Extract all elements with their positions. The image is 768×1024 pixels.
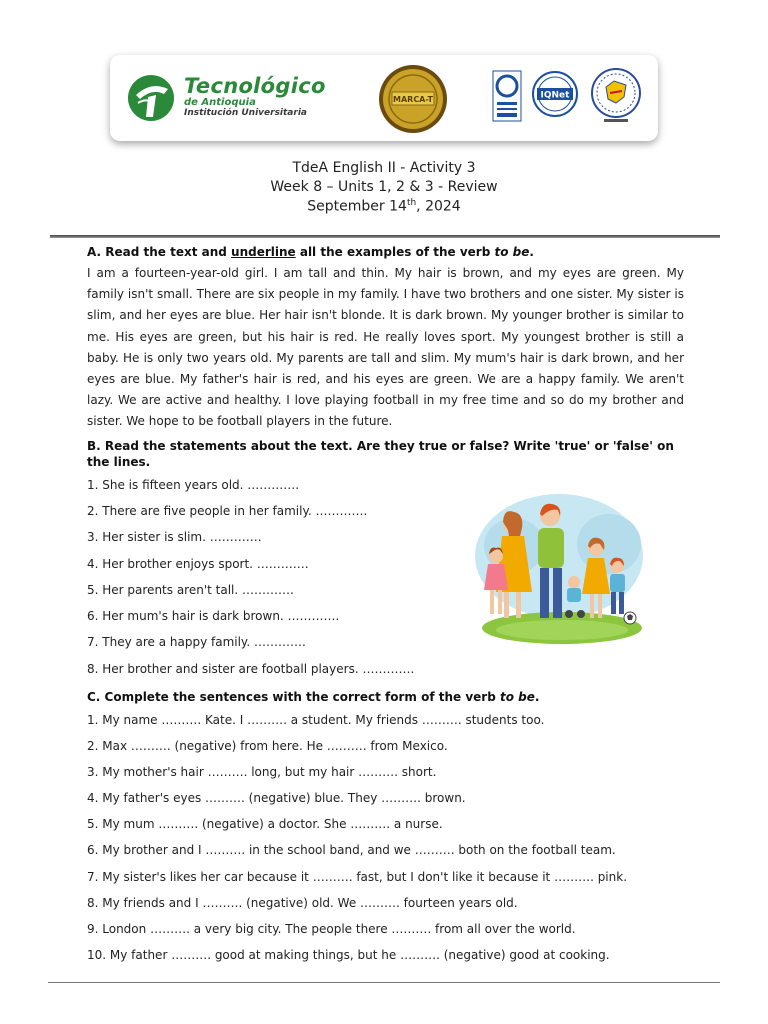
iqnet-certificate-icon <box>528 70 582 118</box>
sentence-item[interactable]: 3. My mother's hair ………. long, but my hair ………. short. <box>87 765 437 780</box>
statement-item[interactable]: 2. There are five people in her family. …………. <box>87 503 368 518</box>
statement-list <box>87 476 457 686</box>
iqnet-text: IQNet <box>540 90 570 101</box>
institution-banner <box>110 55 658 141</box>
sentence-item[interactable]: 2. Max ………. (negative) from here. He ………. from Mexico. <box>87 739 448 754</box>
header-divider <box>50 235 720 238</box>
section-c-heading-italic: to be <box>499 690 535 704</box>
statement-item[interactable]: 3. Her sister is slim. …………. <box>87 530 262 545</box>
tdea-logo-text <box>184 75 326 119</box>
date-suffix: th <box>406 198 417 208</box>
sentence-item[interactable]: 1. My name ………. Kate. I ………. a student. My friends ………. students too. <box>87 713 545 727</box>
sentence-item[interactable]: 9. London ………. a very big city. The people there ………. from all over the world. <box>87 921 576 936</box>
logo-subtitle-2: Institución Universitaria <box>184 108 307 118</box>
sentence-item[interactable]: 4. My father's eyes ………. (negative) blue. They ………. brown. <box>87 791 466 806</box>
section-a-heading-italic: to be <box>494 245 530 259</box>
tdea-logo-icon <box>126 73 176 123</box>
marca-t-seal-icon <box>378 64 448 134</box>
logo-title: Tecnológico <box>184 74 326 98</box>
sentence-item[interactable]: 5. My mum ………. (negative) a doctor. She ………. a nurse. <box>87 817 443 832</box>
date-main: September 14 <box>307 198 407 215</box>
reading-text: I am a fourteen-year-old girl. I am tall and thin. My hair is brown, and my eyes are green. My family isn't small. There are six people in my family. I have two brothers and one sister. My sister is slim, and her eyes are blue. Her hair isn't blonde. It is dark brown. My younger brother is similar to me. His eyes are green, but his hair is red. He really loves sport. My youngest brother is still a baby. He is only two years old. My parents are tall and slim. My mum's hair is dark brown, and her eyes are blue. My father's hair is red, and his eyes are green. We are a happy family. We aren't lazy. We are active and healthy. I love playing football in my free time and so do my brother and sister. We hope to be football players in the future. <box>87 266 684 429</box>
footer-divider <box>48 982 720 983</box>
sentence-item[interactable]: 10. My father ………. good at making things, but he ………. (negative) good at cooking. <box>87 947 610 962</box>
family-illustration-icon <box>474 486 644 646</box>
statement-item[interactable]: 5. Her parents aren't tall. …………. <box>87 582 294 597</box>
logo-subtitle: de Antioquia <box>184 97 256 108</box>
section-a-heading-mid: all the examples of the verb <box>295 245 495 259</box>
quality-seal-icon <box>588 67 644 125</box>
statement-item[interactable]: 1. She is fifteen years old. …………. <box>87 477 300 492</box>
section-b-heading: B. Read the statements about the text. Are they true or false? Write 'true' or 'false' on the lines. <box>87 438 674 469</box>
sentence-item[interactable]: 8. My friends and I ………. (negative) old. We ………. fourteen years old. <box>87 895 518 910</box>
icontec-certificate-icon <box>492 70 522 122</box>
date-year: , 2024 <box>416 198 461 215</box>
section-a-heading-pre: A. Read the text and <box>87 245 232 259</box>
section-c-heading <box>87 689 684 705</box>
sentence-item[interactable]: 7. My sister's likes her car because it ………. fast, but I don't like it because it ………. pink. <box>87 869 628 884</box>
section-c-heading-pre: C. Complete the sentences with the correct form of the verb <box>87 690 500 704</box>
section-a-heading <box>87 244 684 260</box>
seal-text: MARCA-T <box>393 95 433 104</box>
statement-item[interactable]: 8. Her brother and sister are football players. …………. <box>87 661 415 676</box>
date-line <box>0 198 768 215</box>
section-a-heading-underline: underline <box>231 245 296 259</box>
activity-title: TdeA English II - Activity 3 <box>292 160 476 176</box>
statement-item[interactable]: 6. Her mum's hair is dark brown. …………. <box>87 609 340 624</box>
sentence-list <box>87 711 684 972</box>
statement-item[interactable]: 4. Her brother enjoys sport. …………. <box>87 556 309 571</box>
week-units-line: Week 8 – Units 1, 2 & 3 - Review <box>270 179 498 195</box>
section-a-heading-end: . <box>529 245 534 259</box>
statement-item[interactable]: 7. They are a happy family. …………. <box>87 635 306 650</box>
section-c-heading-end: . <box>534 690 540 704</box>
sentence-item[interactable]: 6. My brother and I ………. in the school band, and we ………. both on the football team. <box>87 843 616 858</box>
